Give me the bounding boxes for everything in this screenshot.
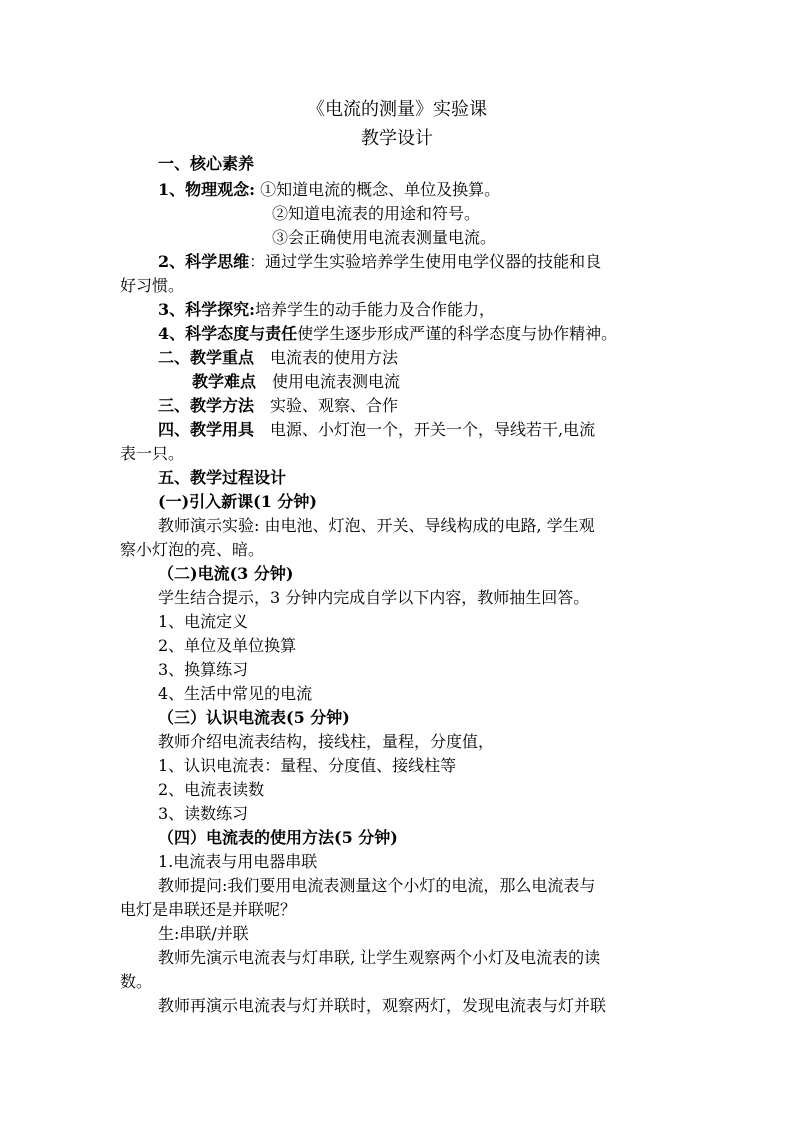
section-difficult-points — [192, 372, 400, 392]
part4-heading: （四）电流表的使用方法(5 分钟) — [158, 828, 398, 847]
list-item: 1、电流定义 — [158, 612, 249, 631]
section-key-points — [158, 348, 398, 368]
core-item-physics-concept-c: ③会正确使用电流表测量电流。 — [272, 228, 497, 247]
difficult-points-text: 使用电流表测电流 — [272, 372, 401, 391]
part2-heading: （二)电流(3 分钟) — [158, 564, 294, 583]
list-item: 1、认识电流表：量程、分度值、接线柱等 — [158, 756, 457, 775]
part4-answer: 生:串联/并联 — [158, 924, 249, 943]
tools-text-cont: 表一只。 — [120, 444, 185, 463]
part3-text: 教师介绍电流表结构，接线柱，量程，分度值， — [158, 732, 495, 751]
item-label: 2、科学思维 — [158, 252, 250, 271]
part1-text-cont: 察小灯泡的亮、暗。 — [120, 540, 265, 559]
tools-text: 电源、小灯泡一个，开关一个，导线若干,电流 — [270, 420, 596, 439]
part1-heading: (一)引入新课(1 分钟) — [158, 492, 317, 511]
section-heading-core-literacy: 一、核心素养 — [158, 154, 255, 173]
item-text: ①知道电流的概念、单位及换算。 — [260, 180, 501, 199]
part3-heading: （三）认识电流表(5 分钟) — [158, 708, 350, 727]
section-teaching-methods — [158, 396, 398, 416]
document-title: 《电流的测量》实验课 — [307, 99, 487, 120]
part4-question-cont: 电灯是串联还是并联呢？ — [120, 900, 297, 919]
core-item-scientific-thinking — [158, 252, 601, 272]
core-item-scientific-thinking-cont: 好习惯。 — [120, 276, 185, 295]
list-item: 4、生活中常见的电流 — [158, 684, 313, 703]
item-label: 4、科学态度与责任 — [158, 324, 298, 343]
item-text: ：通过学生实验培养学生使用电学仪器的技能和良 — [249, 252, 602, 271]
section-heading-key-points: 二、教学重点 — [158, 348, 255, 367]
list-item: 3、换算练习 — [158, 660, 249, 679]
core-item-physics-concept — [158, 180, 500, 200]
key-points-text: 电流表的使用方法 — [270, 348, 399, 367]
item-text: 培养学生的动手能力及合作能力， — [255, 300, 496, 319]
section-heading-process: 五、教学过程设计 — [158, 468, 287, 487]
core-item-scientific-inquiry — [158, 300, 495, 320]
part4-question: 教师提问:我们要用电流表测量这个小灯的电流，那么电流表与 — [158, 876, 596, 895]
part4-demo-parallel: 教师再演示电流表与灯并联时，观察两灯，发现电流表与灯并联 — [158, 996, 607, 1015]
core-item-attitude-responsibility — [158, 324, 617, 344]
part4-demo-series: 教师先演示电流表与灯串联, 让学生观察两个小灯及电流表的读 — [158, 948, 601, 967]
item-label: 1、物理观念: — [158, 180, 256, 199]
part2-text: 学生结合提示，3 分钟内完成自学以下内容，教师抽生回答。 — [158, 588, 590, 607]
item-label: 3、科学探究: — [158, 300, 256, 319]
part4-demo-series-cont: 数。 — [120, 972, 153, 991]
list-item: 2、电流表读数 — [158, 780, 265, 799]
section-heading-methods: 三、教学方法 — [158, 396, 255, 415]
item-text: 使学生逐步形成严谨的科学态度与协作精神。 — [297, 324, 618, 343]
core-item-physics-concept-b: ②知道电流表的用途和符号。 — [272, 204, 481, 223]
section-heading-tools: 四、教学用具 — [158, 420, 255, 439]
list-item: 2、单位及单位换算 — [158, 636, 297, 655]
part4-subheading: 1.电流表与用电器串联 — [158, 852, 318, 871]
part1-text: 教师演示实验: 由电池、灯泡、开关、导线构成的电路, 学生观 — [158, 516, 595, 535]
document-subtitle: 教学设计 — [361, 128, 433, 149]
list-item: 3、读数练习 — [158, 804, 249, 823]
section-teaching-tools — [158, 420, 595, 440]
methods-text: 实验、观察、合作 — [270, 396, 399, 415]
difficult-points-label: 教学难点 — [192, 372, 257, 391]
